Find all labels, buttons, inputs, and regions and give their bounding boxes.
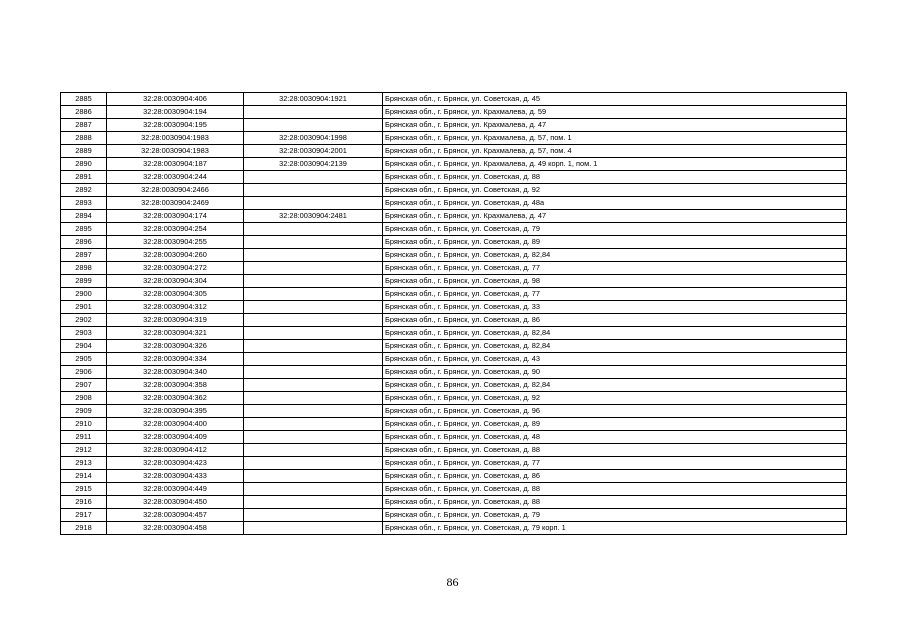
- address-cell: Брянская обл., г. Брянск, ул. Советская, д. 77: [383, 262, 847, 275]
- cadastral-number-cell: 32:28:0030904:195: [107, 119, 244, 132]
- cadastral-number-cell: 32:28:0030904:260: [107, 249, 244, 262]
- address-cell: Брянская обл., г. Брянск, ул. Советская, д. 88: [383, 171, 847, 184]
- row-number-cell: 2886: [61, 106, 107, 119]
- cadastral-number-cell: 32:28:0030904:406: [107, 93, 244, 106]
- related-cadastral-number-cell: 32:28:0030904:1998: [244, 132, 383, 145]
- row-number-cell: 2894: [61, 210, 107, 223]
- address-cell: Брянская обл., г. Брянск, ул. Советская, д. 45: [383, 93, 847, 106]
- address-cell: Брянская обл., г. Брянск, ул. Советская, д. 77: [383, 288, 847, 301]
- related-cadastral-number-cell: [244, 366, 383, 379]
- table-row: [61, 327, 847, 340]
- address-cell: Брянская обл., г. Брянск, ул. Советская, д. 86: [383, 470, 847, 483]
- cadastral-number-cell: 32:28:0030904:362: [107, 392, 244, 405]
- table-row: [61, 132, 847, 145]
- cadastral-number-cell: 32:28:0030904:340: [107, 366, 244, 379]
- related-cadastral-number-cell: [244, 275, 383, 288]
- page-number: 86: [446, 575, 459, 589]
- table-row: [61, 145, 847, 158]
- row-number-cell: 2918: [61, 522, 107, 535]
- table-row: [61, 405, 847, 418]
- table-row: [61, 418, 847, 431]
- cadastral-number-cell: 32:28:0030904:433: [107, 470, 244, 483]
- row-number-cell: 2890: [61, 158, 107, 171]
- cadastral-number-cell: 32:28:0030904:358: [107, 379, 244, 392]
- row-number-cell: 2900: [61, 288, 107, 301]
- table-row: [61, 275, 847, 288]
- address-cell: Брянская обл., г. Брянск, ул. Советская, д. 43: [383, 353, 847, 366]
- row-number-cell: 2897: [61, 249, 107, 262]
- row-number-cell: 2893: [61, 197, 107, 210]
- address-cell: Брянская обл., г. Брянск, ул. Советская, д. 48а: [383, 197, 847, 210]
- related-cadastral-number-cell: [244, 444, 383, 457]
- cadastral-table: [60, 92, 847, 535]
- address-cell: Брянская обл., г. Брянск, ул. Советская, д. 98: [383, 275, 847, 288]
- address-cell: Брянская обл., г. Брянск, ул. Крахмалева, д. 59: [383, 106, 847, 119]
- row-number-cell: 2887: [61, 119, 107, 132]
- row-number-cell: 2901: [61, 301, 107, 314]
- table-row: [61, 171, 847, 184]
- related-cadastral-number-cell: [244, 379, 383, 392]
- table-row: [61, 184, 847, 197]
- table-row: [61, 119, 847, 132]
- cadastral-number-cell: 32:28:0030904:400: [107, 418, 244, 431]
- related-cadastral-number-cell: [244, 353, 383, 366]
- related-cadastral-number-cell: [244, 418, 383, 431]
- related-cadastral-number-cell: [244, 262, 383, 275]
- row-number-cell: 2912: [61, 444, 107, 457]
- related-cadastral-number-cell: [244, 119, 383, 132]
- address-cell: Брянская обл., г. Брянск, ул. Советская, д. 79: [383, 223, 847, 236]
- row-number-cell: 2895: [61, 223, 107, 236]
- address-cell: Брянская обл., г. Брянск, ул. Советская, д. 79 корп. 1: [383, 522, 847, 535]
- cadastral-number-cell: 32:28:0030904:1983: [107, 145, 244, 158]
- cadastral-number-cell: 32:28:0030904:423: [107, 457, 244, 470]
- row-number-cell: 2908: [61, 392, 107, 405]
- address-cell: Брянская обл., г. Брянск, ул. Советская, д. 88: [383, 483, 847, 496]
- table-row: [61, 483, 847, 496]
- row-number-cell: 2913: [61, 457, 107, 470]
- cadastral-number-cell: 32:28:0030904:395: [107, 405, 244, 418]
- table-row: [61, 431, 847, 444]
- related-cadastral-number-cell: [244, 301, 383, 314]
- row-number-cell: 2885: [61, 93, 107, 106]
- cadastral-number-cell: 32:28:0030904:321: [107, 327, 244, 340]
- row-number-cell: 2914: [61, 470, 107, 483]
- related-cadastral-number-cell: [244, 197, 383, 210]
- address-cell: Брянская обл., г. Брянск, ул. Советская, д. 82,84: [383, 327, 847, 340]
- address-cell: Брянская обл., г. Брянск, ул. Советская, д. 77: [383, 457, 847, 470]
- cadastral-number-cell: 32:28:0030904:450: [107, 496, 244, 509]
- table-row: [61, 366, 847, 379]
- related-cadastral-number-cell: [244, 171, 383, 184]
- table-row: [61, 353, 847, 366]
- cadastral-number-cell: 32:28:0030904:326: [107, 340, 244, 353]
- address-cell: Брянская обл., г. Брянск, ул. Советская, д. 88: [383, 496, 847, 509]
- related-cadastral-number-cell: [244, 327, 383, 340]
- cadastral-number-cell: 32:28:0030904:254: [107, 223, 244, 236]
- address-cell: Брянская обл., г. Брянск, ул. Советская, д. 48: [383, 431, 847, 444]
- row-number-cell: 2891: [61, 171, 107, 184]
- cadastral-number-cell: 32:28:0030904:255: [107, 236, 244, 249]
- related-cadastral-number-cell: [244, 457, 383, 470]
- cadastral-number-cell: 32:28:0030904:194: [107, 106, 244, 119]
- address-cell: Брянская обл., г. Брянск, ул. Советская, д. 90: [383, 366, 847, 379]
- row-number-cell: 2911: [61, 431, 107, 444]
- row-number-cell: 2905: [61, 353, 107, 366]
- row-number-cell: 2889: [61, 145, 107, 158]
- address-cell: Брянская обл., г. Брянск, ул. Советская, д. 96: [383, 405, 847, 418]
- table-row: [61, 158, 847, 171]
- cadastral-number-cell: 32:28:0030904:2466: [107, 184, 244, 197]
- table-row: [61, 392, 847, 405]
- row-number-cell: 2909: [61, 405, 107, 418]
- row-number-cell: 2910: [61, 418, 107, 431]
- cadastral-number-cell: 32:28:0030904:1983: [107, 132, 244, 145]
- cadastral-number-cell: 32:28:0030904:458: [107, 522, 244, 535]
- table-row: [61, 444, 847, 457]
- table-row: [61, 93, 847, 106]
- row-number-cell: 2917: [61, 509, 107, 522]
- table-row: [61, 509, 847, 522]
- address-cell: Брянская обл., г. Брянск, ул. Советская, д. 92: [383, 392, 847, 405]
- related-cadastral-number-cell: 32:28:0030904:1921: [244, 93, 383, 106]
- address-cell: Брянская обл., г. Брянск, ул. Крахмалева, д. 47: [383, 210, 847, 223]
- cadastral-number-cell: 32:28:0030904:319: [107, 314, 244, 327]
- cadastral-number-cell: 32:28:0030904:272: [107, 262, 244, 275]
- related-cadastral-number-cell: 32:28:0030904:2001: [244, 145, 383, 158]
- related-cadastral-number-cell: [244, 405, 383, 418]
- cadastral-table-body: [61, 93, 847, 535]
- row-number-cell: 2903: [61, 327, 107, 340]
- table-row: [61, 340, 847, 353]
- related-cadastral-number-cell: [244, 223, 383, 236]
- row-number-cell: 2902: [61, 314, 107, 327]
- address-cell: Брянская обл., г. Брянск, ул. Крахмалева, д. 49 корп. 1, пом. 1: [383, 158, 847, 171]
- address-cell: Брянская обл., г. Брянск, ул. Крахмалева, д. 57, пом. 4: [383, 145, 847, 158]
- cadastral-number-cell: 32:28:0030904:457: [107, 509, 244, 522]
- address-cell: Брянская обл., г. Брянск, ул. Советская, д. 89: [383, 418, 847, 431]
- row-number-cell: 2899: [61, 275, 107, 288]
- related-cadastral-number-cell: [244, 483, 383, 496]
- table-row: [61, 249, 847, 262]
- related-cadastral-number-cell: [244, 184, 383, 197]
- cadastral-number-cell: 32:28:0030904:412: [107, 444, 244, 457]
- address-cell: Брянская обл., г. Брянск, ул. Советская, д. 92: [383, 184, 847, 197]
- row-number-cell: 2898: [61, 262, 107, 275]
- address-cell: Брянская обл., г. Брянск, ул. Советская, д. 82,84: [383, 249, 847, 262]
- cadastral-number-cell: 32:28:0030904:187: [107, 158, 244, 171]
- address-cell: Брянская обл., г. Брянск, ул. Крахмалева, д. 57, пом. 1: [383, 132, 847, 145]
- address-cell: Брянская обл., г. Брянск, ул. Советская, д. 88: [383, 444, 847, 457]
- related-cadastral-number-cell: [244, 314, 383, 327]
- table-row: [61, 236, 847, 249]
- cadastral-number-cell: 32:28:0030904:304: [107, 275, 244, 288]
- table-row: [61, 457, 847, 470]
- related-cadastral-number-cell: [244, 288, 383, 301]
- address-cell: Брянская обл., г. Брянск, ул. Советская, д. 82,84: [383, 340, 847, 353]
- cadastral-number-cell: 32:28:0030904:449: [107, 483, 244, 496]
- row-number-cell: 2906: [61, 366, 107, 379]
- related-cadastral-number-cell: 32:28:0030904:2481: [244, 210, 383, 223]
- row-number-cell: 2892: [61, 184, 107, 197]
- table-row: [61, 223, 847, 236]
- table-row: [61, 106, 847, 119]
- table-row: [61, 522, 847, 535]
- related-cadastral-number-cell: [244, 496, 383, 509]
- table-row: [61, 314, 847, 327]
- cadastral-number-cell: 32:28:0030904:305: [107, 288, 244, 301]
- cadastral-number-cell: 32:28:0030904:409: [107, 431, 244, 444]
- address-cell: Брянская обл., г. Брянск, ул. Советская, д. 86: [383, 314, 847, 327]
- related-cadastral-number-cell: [244, 470, 383, 483]
- table-row: [61, 496, 847, 509]
- cadastral-number-cell: 32:28:0030904:334: [107, 353, 244, 366]
- cadastral-number-cell: 32:28:0030904:2469: [107, 197, 244, 210]
- table-row: [61, 288, 847, 301]
- table-row: [61, 210, 847, 223]
- row-number-cell: 2907: [61, 379, 107, 392]
- address-cell: Брянская обл., г. Брянск, ул. Советская, д. 89: [383, 236, 847, 249]
- related-cadastral-number-cell: [244, 236, 383, 249]
- row-number-cell: 2896: [61, 236, 107, 249]
- table-row: [61, 301, 847, 314]
- row-number-cell: 2915: [61, 483, 107, 496]
- related-cadastral-number-cell: [244, 431, 383, 444]
- related-cadastral-number-cell: [244, 522, 383, 535]
- related-cadastral-number-cell: [244, 392, 383, 405]
- cadastral-number-cell: 32:28:0030904:312: [107, 301, 244, 314]
- address-cell: Брянская обл., г. Брянск, ул. Советская, д. 79: [383, 509, 847, 522]
- table-row: [61, 470, 847, 483]
- address-cell: Брянская обл., г. Брянск, ул. Советская, д. 82,84: [383, 379, 847, 392]
- related-cadastral-number-cell: [244, 509, 383, 522]
- address-cell: Брянская обл., г. Брянск, ул. Советская, д. 33: [383, 301, 847, 314]
- cadastral-number-cell: 32:28:0030904:174: [107, 210, 244, 223]
- row-number-cell: 2916: [61, 496, 107, 509]
- table-row: [61, 262, 847, 275]
- related-cadastral-number-cell: [244, 106, 383, 119]
- row-number-cell: 2888: [61, 132, 107, 145]
- row-number-cell: 2904: [61, 340, 107, 353]
- address-cell: Брянская обл., г. Брянск, ул. Крахмалева, д. 47: [383, 119, 847, 132]
- related-cadastral-number-cell: [244, 249, 383, 262]
- table-row: [61, 379, 847, 392]
- cadastral-number-cell: 32:28:0030904:244: [107, 171, 244, 184]
- table-row: [61, 197, 847, 210]
- related-cadastral-number-cell: [244, 340, 383, 353]
- related-cadastral-number-cell: 32:28:0030904:2139: [244, 158, 383, 171]
